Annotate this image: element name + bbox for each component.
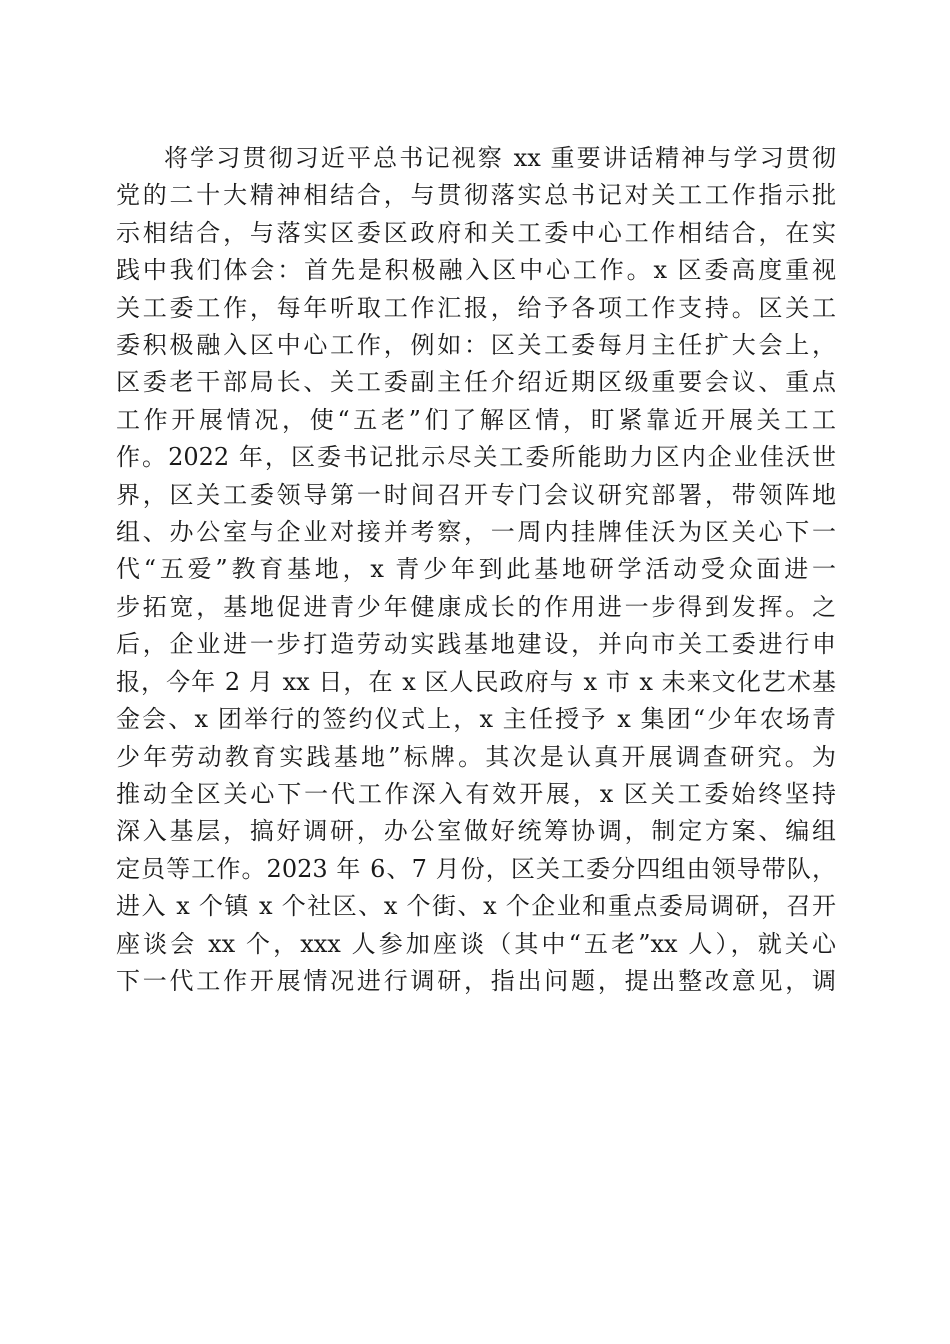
text-line: 委积极融入区中心工作，例如：区关工委每月主任扩大会上， — [116, 331, 836, 360]
text-line: 金会、x 团举行的签约仪式上，x 主任授予 x 集团“少年农场青 — [116, 705, 836, 734]
text-line: 践中我们体会：首先是积极融入区中心工作。x 区委高度重视 — [116, 256, 836, 285]
text-line: 关工委工作，每年听取工作汇报，给予各项工作支持。区关工 — [116, 293, 836, 322]
text-line: 将学习贯彻习近平总书记视察 xx 重要讲话精神与学习贯彻 — [164, 144, 836, 172]
text-line: 示相结合，与落实区委区政府和关工委中心工作相结合，在实 — [116, 218, 836, 247]
text-line: 作。2022 年，区委书记批示尽关工委所能助力区内企业佳沃世 — [116, 443, 836, 472]
text-line: 党的二十大精神相结合，与贯彻落实总书记对关工工作指示批 — [116, 181, 836, 210]
text-line: 座谈会 xx 个，xxx 人参加座谈（其中“五老”xx 人），就关心 — [116, 929, 836, 958]
text-line: 区委老干部局长、关工委副主任介绍近期区级重要会议、重点 — [116, 368, 836, 397]
body-paragraph — [116, 140, 836, 1000]
text-line: 后，企业进一步打造劳动实践基地建设，并向市关工委进行申 — [116, 630, 836, 659]
text-line: 步拓宽，基地促进青少年健康成长的作用进一步得到发挥。之 — [116, 592, 836, 621]
text-line: 报，今年 2 月 xx 日，在 x 区人民政府与 x 市 x 未来文化艺术基 — [116, 667, 836, 696]
text-line: 下一代工作开展情况进行调研，指出问题，提出整改意见，调 — [116, 966, 836, 995]
text-line: 进入 x 个镇 x 个社区、x 个街、x 个企业和重点委局调研，召开 — [116, 892, 836, 921]
text-line: 少年劳动教育实践基地”标牌。其次是认真开展调查研究。为 — [116, 742, 836, 771]
text-line: 组、办公室与企业对接并考察，一周内挂牌佳沃为区关心下一 — [116, 518, 836, 547]
text-line: 推动全区关心下一代工作深入有效开展，x 区关工委始终坚持 — [116, 779, 836, 808]
text-line: 工作开展情况，使“五老”们了解区情，盯紧靠近开展关工工 — [116, 405, 836, 434]
text-line: 定员等工作。2023 年 6、7 月份，区关工委分四组由领导带队， — [116, 854, 836, 883]
text-line: 代“五爱”教育基地，x 青少年到此基地研学活动受众面进一 — [116, 555, 836, 584]
text-line: 深入基层，搞好调研，办公室做好统筹协调，制定方案、编组 — [116, 817, 836, 846]
text-line: 界，区关工委领导第一时间召开专门会议研究部署，带领阵地 — [116, 480, 836, 509]
